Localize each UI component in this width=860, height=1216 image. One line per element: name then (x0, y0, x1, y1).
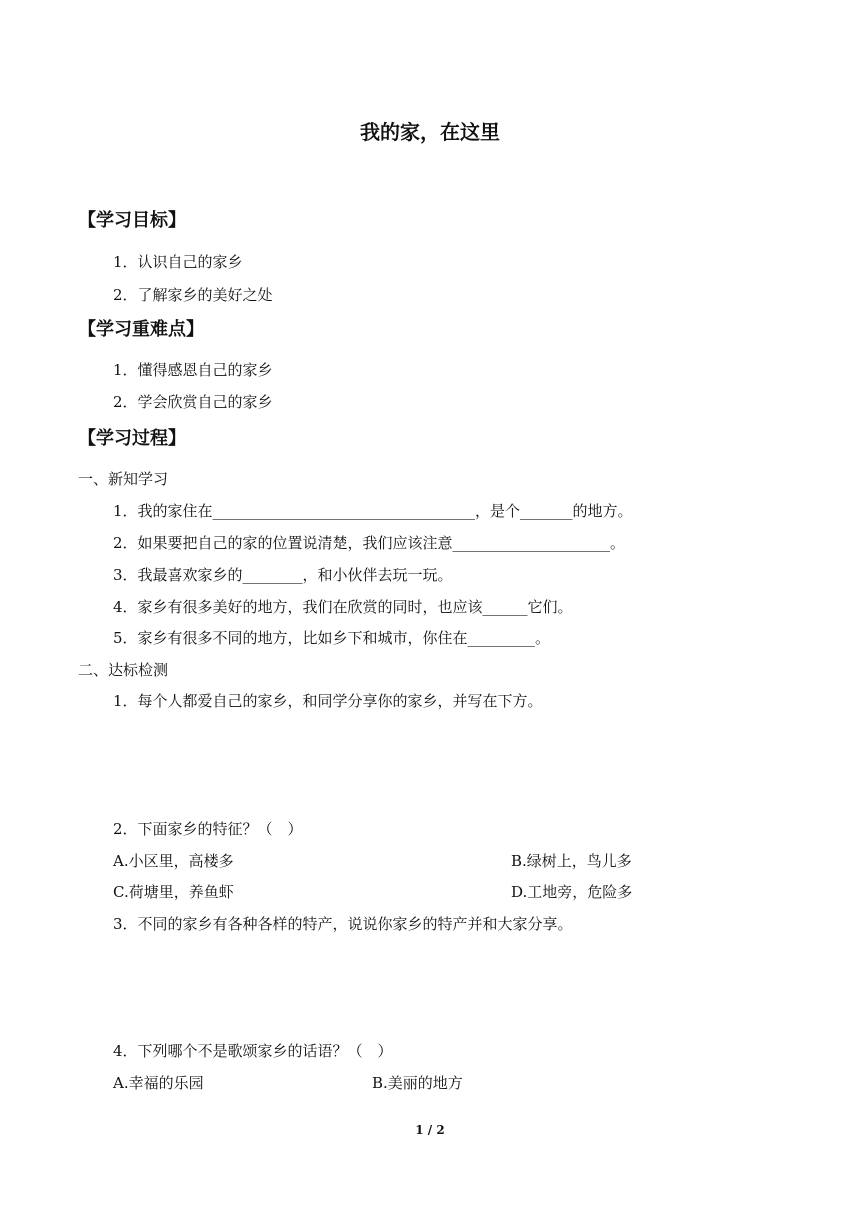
fill-in-item: 1．我的家住在___________________________________，是个_______的地方。 (113, 502, 633, 520)
fill-in-item: 2．如果要把自己的家的位置说清楚，我们应该注意_____________________。 (113, 534, 626, 552)
option-c: C.荷塘里，养鱼虾 (113, 883, 234, 901)
page-title: 我的家，在这里 (360, 120, 500, 144)
fill-in-item: 3．我最喜欢家乡的________，和小伙伴去玩一玩。 (113, 566, 453, 584)
question-3: 3．不同的家乡有各种各样的特产，说说你家乡的特产并和大家分享。 (113, 915, 573, 933)
option-b: B.绿树上，鸟儿多 (511, 852, 632, 870)
objective-item: 1．认识自己的家乡 (113, 253, 243, 271)
option-a: A.幸福的乐园 (113, 1074, 204, 1092)
section-header-objectives: 【学习目标】 (78, 210, 186, 231)
fill-in-item: 5．家乡有很多不同的地方，比如乡下和城市，你住在_________。 (113, 629, 551, 647)
objective-item: 2．了解家乡的美好之处 (113, 286, 273, 304)
option-a: A.小区里，高楼多 (113, 852, 234, 870)
page-number: 1 / 2 (415, 1123, 445, 1137)
option-b: B.美丽的地方 (372, 1074, 463, 1092)
fill-in-item: 4．家乡有很多美好的地方，我们在欣赏的同时，也应该______它们。 (113, 598, 573, 616)
question-1: 1．每个人都爱自己的家乡，和同学分享你的家乡，并写在下方。 (113, 692, 543, 710)
part-heading-assessment: 二、达标检测 (78, 661, 169, 679)
keypoint-item: 1．懂得感恩自己的家乡 (113, 361, 273, 379)
option-d: D.工地旁，危险多 (511, 883, 633, 901)
keypoint-item: 2．学会欣赏自己的家乡 (113, 393, 273, 411)
section-header-keypoints: 【学习重难点】 (78, 319, 204, 340)
part-heading-new-knowledge: 一、新知学习 (78, 470, 169, 488)
question-4: 4．下列哪个不是歌颂家乡的话语？（ ） (113, 1042, 393, 1060)
question-2: 2．下面家乡的特征？（ ） (113, 820, 303, 838)
section-header-process: 【学习过程】 (78, 428, 186, 449)
